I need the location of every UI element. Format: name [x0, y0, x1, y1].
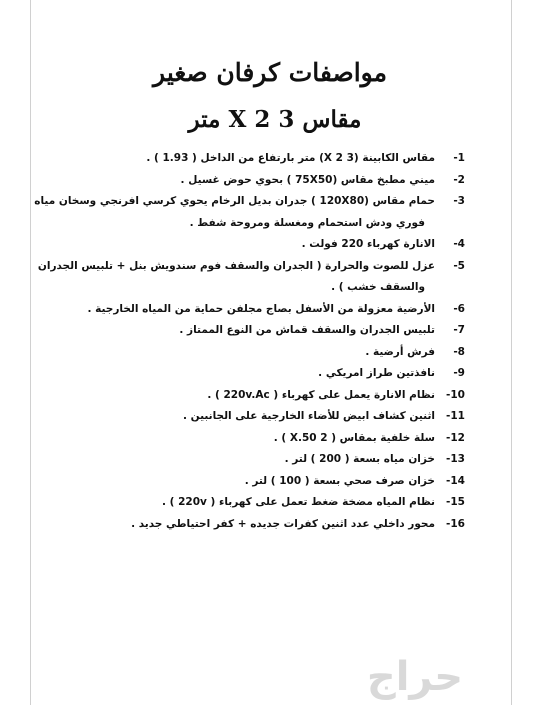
- list-item-continuation: [60, 277, 435, 299]
- item-text: نافذتين طراز امريكي .: [318, 367, 435, 379]
- list-item: [60, 428, 465, 450]
- item-number: -15: [446, 496, 465, 508]
- list-item: [60, 320, 465, 342]
- item-text: تلبيس الجدران والسقف قماش من النوع الممتاز .: [179, 324, 435, 336]
- item-number: -13: [446, 453, 465, 465]
- item-text: ميني مطبخ مقاس (75X50 ) بحوي حوض غسيل .: [180, 173, 435, 186]
- list-item: [60, 492, 465, 514]
- list-item: [60, 363, 465, 385]
- document-title: مواصفات كرفان صغير: [153, 58, 387, 87]
- item-text: الأرضية معزولة من الأسفل بصاج مجلفن حماية من المياه الخارجية .: [87, 302, 435, 315]
- spec-list: [34, 148, 465, 535]
- list-item: [60, 514, 465, 536]
- haraj-watermark-logo: [305, 652, 525, 702]
- list-item: [60, 449, 465, 471]
- item-text: اثنين كشاف ابيض للأضاء الخارجية على الجانبين .: [182, 410, 435, 422]
- list-item: [60, 299, 465, 321]
- item-number: -5: [453, 259, 465, 272]
- item-number: -14: [446, 474, 465, 487]
- list-item: [37, 256, 465, 278]
- item-text: خزان مياه بسعة ( 200 ) لتر .: [284, 453, 435, 465]
- item-text: نظام المياه مضخة ضغط تعمل على كهرباء ( 220v ) .: [161, 496, 435, 508]
- item-text: عزل للصوت والحرارة ( الجدران والسقف فوم سندويش بنل + تلبيس الجدران: [37, 259, 435, 272]
- item-number: -11: [446, 410, 465, 422]
- item-number: -1: [453, 152, 465, 164]
- item-number: -4: [453, 238, 465, 250]
- page-border-left: [30, 0, 31, 705]
- item-number: -2: [453, 173, 465, 186]
- item-number: -9: [453, 367, 465, 379]
- document-subtitle: مقاس 3 X 2 متر: [188, 106, 362, 133]
- item-text: الانارة كهرباء 220 فولت .: [301, 238, 435, 250]
- item-text: نظام الانارة يعمل على كهرباء ( 220v.Ac ) .: [207, 388, 435, 401]
- item-text: محور داخلي عدد اثنين كفرات جديده + كفر احتياطي جديد .: [131, 517, 435, 530]
- item-number: -10: [446, 388, 465, 401]
- list-item: [60, 148, 465, 170]
- item-number: -7: [453, 324, 465, 336]
- list-item: [34, 191, 465, 213]
- list-item: [60, 471, 465, 493]
- item-text: فرش أرضية .: [365, 345, 435, 358]
- item-number: -12: [446, 431, 465, 444]
- item-number: -6: [453, 302, 465, 315]
- item-text: مقاس الكابينة (3 X 2) متر بارتفاع من الداخل ( 1.93 ) .: [146, 152, 435, 164]
- item-text: سلة خلفية بمقاس ( 2 X.50 ) .: [273, 431, 435, 444]
- item-text: حمام مقاس (120X80 ) جدران بديل الرخام يحوي كرسي افرنجي وسخان مياه: [34, 195, 435, 207]
- item-text-continuation: فوري ودش استحمام ومغسلة ومروحة شفط .: [189, 216, 425, 229]
- item-text-continuation: والسقف خشب ) .: [331, 281, 425, 293]
- item-number: -8: [453, 345, 465, 358]
- item-number: -16: [446, 517, 465, 530]
- item-text: خزان صرف صحي بسعة ( 100 ) لتر .: [244, 474, 435, 487]
- page-border-right: [511, 0, 512, 705]
- item-number: -3: [453, 195, 465, 207]
- list-item: [60, 385, 465, 407]
- list-item: [60, 406, 465, 428]
- list-item: [60, 170, 465, 192]
- list-item: [60, 234, 465, 256]
- list-item-continuation: [60, 213, 435, 235]
- list-item: [60, 342, 465, 364]
- watermark-text: حراج: [366, 654, 464, 700]
